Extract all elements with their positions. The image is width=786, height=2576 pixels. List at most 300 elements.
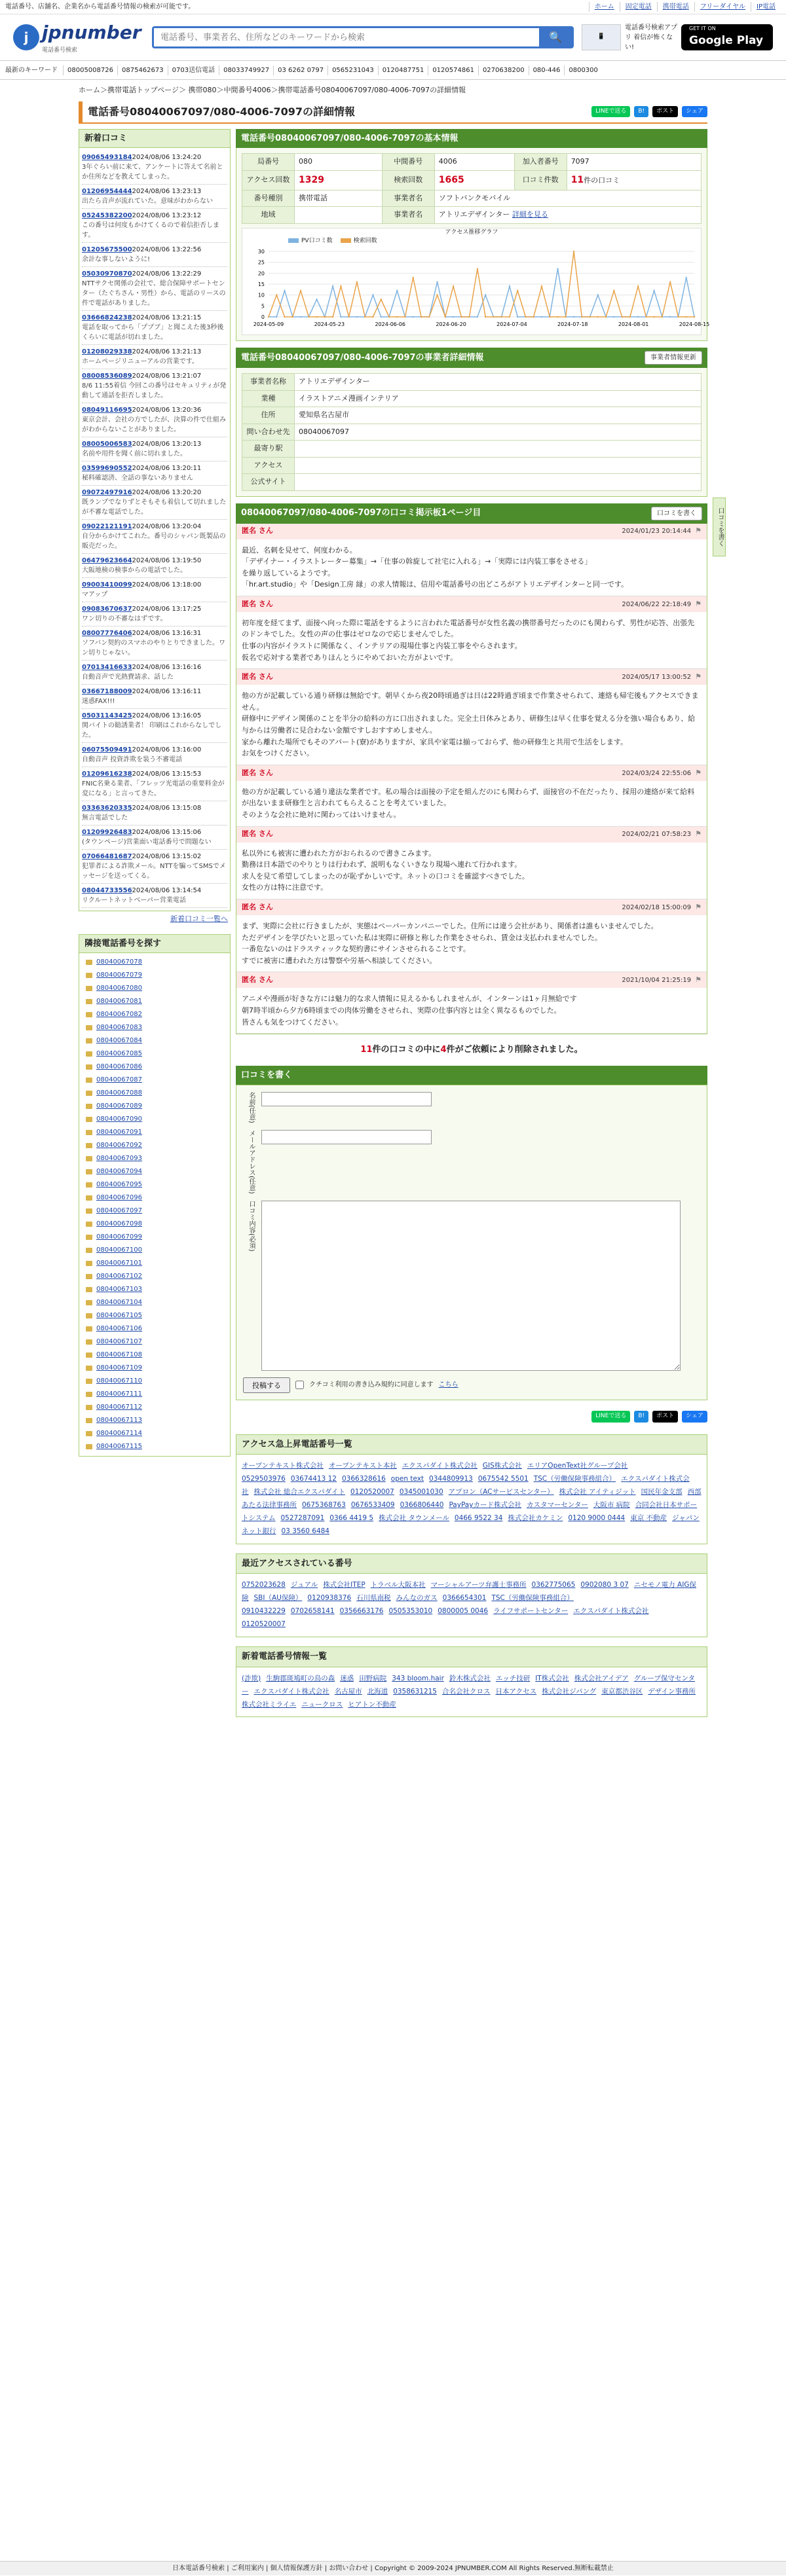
- side-comment-number[interactable]: 09083670637: [82, 606, 132, 613]
- related-number-link[interactable]: 08040067098: [84, 1218, 225, 1231]
- list-link[interactable]: 株式会社カケミン: [508, 1514, 563, 1522]
- list-link[interactable]: 0902080 3 07: [580, 1581, 629, 1589]
- site-tagline: 電話番号、店舗名、企業名から電話番号情報の検索が可能です。: [5, 3, 195, 10]
- email-input[interactable]: [261, 1130, 432, 1144]
- side-comment: [82, 403, 227, 437]
- related-number-link[interactable]: 08040067108: [84, 1349, 225, 1362]
- x-tick-label: 2024-07-04: [496, 321, 527, 327]
- list-link[interactable]: 東京都渋谷区: [601, 1687, 643, 1696]
- comment-meta: [622, 902, 702, 913]
- list-link[interactable]: 0358631215: [393, 1687, 437, 1696]
- side-comment-number[interactable]: 03667188009: [82, 688, 132, 695]
- list-link[interactable]: 0527287091: [280, 1514, 325, 1522]
- side-comment-number[interactable]: 08007776406: [82, 630, 132, 637]
- data-point: [404, 316, 405, 317]
- list-link[interactable]: ニセモノ電力 AIG保険: [242, 1581, 696, 1603]
- side-comment-number[interactable]: 01208029338: [82, 348, 132, 355]
- x-tick-label: 2024-05-23: [314, 321, 345, 327]
- side-comment-number[interactable]: 01209616238: [82, 771, 132, 778]
- related-number-link[interactable]: 08040067115: [84, 1440, 225, 1453]
- list-link[interactable]: SBI（AU保険）: [253, 1594, 303, 1603]
- side-comment-number[interactable]: 06479623664: [82, 557, 132, 564]
- list-link[interactable]: 株式会社 総合エクスパダイト: [253, 1488, 346, 1497]
- side-comment-number[interactable]: 07013416633: [82, 664, 132, 671]
- side-comment-date: 2024/08/06 13:20:13: [132, 441, 202, 448]
- chart-title: アクセス推移グラフ: [445, 228, 498, 236]
- keyword-link[interactable]: 0800300: [564, 65, 602, 75]
- comment-body: 他の方が記載している通り違法な業者です。私の場合は面接の予定を組んだのにも関わらず、面接官の不在だったり、採用の連絡が来て給料が出ないまま研修生と言われてもらえることを考えていました。 そのような会社に絶対に関わってはいけません。: [242, 787, 695, 819]
- list-link[interactable]: 0120938376: [307, 1594, 352, 1603]
- list-link[interactable]: 343 bloom.hair: [392, 1674, 444, 1682]
- side-comment: [82, 369, 227, 403]
- report-icon[interactable]: ⚑: [695, 526, 702, 535]
- data-point: [509, 285, 510, 287]
- data-point: [453, 285, 454, 287]
- x-tick-label: 2024-08-01: [618, 321, 649, 327]
- table-row: [242, 474, 702, 491]
- keyword-link[interactable]: 0565231043: [328, 65, 378, 75]
- nav-freedial[interactable]: フリーダイヤル: [694, 2, 751, 12]
- nav-ip[interactable]: IP電話: [751, 2, 781, 12]
- related-number-link[interactable]: 08040067091: [84, 1126, 225, 1139]
- list-link[interactable]: (詐欺): [242, 1674, 261, 1682]
- related-number-link[interactable]: 08040067094: [84, 1165, 225, 1178]
- write-comment-button[interactable]: 口コミを書く: [651, 507, 702, 520]
- list-link[interactable]: エリアOpenText社グループ会社: [527, 1462, 628, 1470]
- comment-header: [236, 765, 707, 781]
- related-number-link[interactable]: 08040067090: [84, 1113, 225, 1126]
- app-promo-text: 電話番号検索アプリ 着信が怖くない!: [625, 24, 677, 51]
- y-tick-label: 15: [257, 281, 265, 287]
- list-link[interactable]: エクスパダイト株式会社: [253, 1687, 329, 1696]
- related-number-link[interactable]: 08040067104: [84, 1296, 225, 1309]
- keyword-link[interactable]: 08005008726: [63, 65, 117, 75]
- side-comment-text: 出たら音声が流れていた。意味がわからない: [82, 198, 213, 205]
- y-tick-label: 5: [261, 302, 265, 309]
- list-link[interactable]: 名古屋市: [334, 1687, 362, 1696]
- side-comment-number[interactable]: 08008536089: [82, 372, 132, 380]
- list-link[interactable]: 0529503976: [242, 1475, 286, 1483]
- list-link[interactable]: ヒアトン不動産: [348, 1700, 396, 1709]
- comment-user: 匿名 さん: [242, 599, 273, 608]
- side-comment-number[interactable]: 06075509491: [82, 746, 132, 753]
- side-comment-number[interactable]: 09003410099: [82, 581, 132, 589]
- list-link[interactable]: open text: [390, 1475, 424, 1483]
- list-link[interactable]: 0675542 5501: [477, 1475, 529, 1483]
- related-number-link[interactable]: 08040067089: [84, 1100, 225, 1113]
- list-link[interactable]: 0702658141: [290, 1607, 335, 1616]
- list-link[interactable]: 0366806440: [400, 1501, 444, 1510]
- related-number-link[interactable]: 08040067103: [84, 1283, 225, 1296]
- keyword-bar: [0, 60, 786, 80]
- hatena-button[interactable]: B!: [634, 1411, 648, 1423]
- list-link[interactable]: 合名会社クロス: [442, 1687, 491, 1696]
- comment-user: 匿名 さん: [242, 975, 273, 985]
- comment-meta: [622, 526, 702, 537]
- list-link[interactable]: 日本アクセス: [495, 1687, 537, 1696]
- data-point: [340, 316, 341, 317]
- related-number-link[interactable]: 08040067099: [84, 1231, 225, 1244]
- list-link[interactable]: グループ保守センター: [242, 1674, 696, 1696]
- side-comment-number[interactable]: 03666824238: [82, 314, 132, 321]
- facebook-share-button[interactable]: シェア: [682, 1411, 707, 1423]
- related-number-link[interactable]: 08040067088: [84, 1087, 225, 1100]
- list-link[interactable]: GIS株式会社: [482, 1462, 522, 1470]
- list-link[interactable]: エクスパダイト株式会社: [402, 1462, 477, 1470]
- list-link[interactable]: 大阪市 病院: [593, 1501, 630, 1510]
- list-link[interactable]: 株式会社アイデア: [574, 1674, 629, 1682]
- data-point: [276, 294, 277, 295]
- search-bar: [152, 26, 574, 48]
- facebook-share-button[interactable]: シェア: [682, 106, 707, 118]
- report-icon[interactable]: ⚑: [695, 768, 702, 777]
- report-icon[interactable]: ⚑: [695, 672, 702, 681]
- side-comment-text: 名前や用件を聞く前に切れました。: [82, 450, 187, 458]
- related-number-link[interactable]: 08040067086: [84, 1061, 225, 1074]
- list-link[interactable]: ジャパンネット銀行: [242, 1514, 700, 1535]
- list-link[interactable]: 北海道: [367, 1687, 388, 1696]
- list-link[interactable]: デザイン事務所: [648, 1687, 696, 1696]
- comment-date: 2024/02/21 07:58:23: [622, 831, 692, 839]
- comment-item: [236, 524, 707, 596]
- data-point: [332, 316, 333, 317]
- data-point: [324, 316, 326, 317]
- keyword-link[interactable]: 0270638200: [478, 65, 529, 75]
- list-link[interactable]: 0800005 0046: [438, 1607, 489, 1616]
- floating-write-comment-tab[interactable]: 口コミを書く: [713, 498, 726, 556]
- side-comment-number[interactable]: 09065493184: [82, 154, 132, 161]
- comment-textarea[interactable]: [261, 1201, 681, 1371]
- cell-value: 080: [295, 154, 383, 171]
- deleted-mid: 件の口コミの中に: [372, 1045, 441, 1055]
- report-icon[interactable]: ⚑: [695, 902, 702, 911]
- side-comment-number[interactable]: 01206954444: [82, 188, 132, 195]
- nav-landline[interactable]: 固定電話: [620, 2, 657, 12]
- cell-value: [295, 457, 702, 474]
- logo-text: jpnumber: [42, 22, 141, 44]
- data-point: [485, 316, 486, 317]
- side-comment-number[interactable]: 03363620335: [82, 805, 132, 812]
- side-comment-date: 2024/08/06 13:14:54: [132, 887, 202, 894]
- access-count: 1329: [295, 170, 383, 190]
- data-point: [613, 316, 614, 317]
- list-link[interactable]: 0120 9000 0444: [568, 1514, 626, 1522]
- side-comment-number[interactable]: 09022121191: [82, 523, 132, 530]
- site-logo[interactable]: [13, 21, 144, 54]
- side-comment-date: 2024/08/06 13:22:29: [132, 270, 202, 278]
- list-link[interactable]: 東京 不動産: [630, 1514, 667, 1522]
- side-comment-number[interactable]: 08005006583: [82, 441, 132, 448]
- side-comment: [82, 801, 227, 825]
- list-link[interactable]: エクスパダイト株式会社: [242, 1475, 690, 1497]
- page-title: 電話番号08040067097/080-4006-7097の詳細情報: [88, 105, 356, 118]
- list-link[interactable]: みんなのガス: [396, 1594, 438, 1603]
- detail-table: [242, 373, 702, 491]
- list-link[interactable]: ライフサポートセンター: [493, 1607, 569, 1616]
- keyword-link[interactable]: 03 6262 0797: [273, 65, 328, 75]
- related-number-link[interactable]: 08040067100: [84, 1244, 225, 1257]
- list-link[interactable]: 迷惑: [340, 1674, 354, 1682]
- keyword-link[interactable]: 0875462673: [117, 65, 168, 75]
- list-link[interactable]: 0505353010: [388, 1607, 433, 1616]
- list-link[interactable]: 03674413 12: [290, 1475, 337, 1483]
- list-link[interactable]: 0366328616: [341, 1475, 386, 1483]
- related-number-link[interactable]: 08040067085: [84, 1047, 225, 1061]
- list-link[interactable]: 株式会社ジパング: [542, 1687, 597, 1696]
- detail-heading: [236, 348, 707, 368]
- list-link[interactable]: TSC（労働保険事務組合）: [491, 1594, 574, 1603]
- name-label: 名前(任意): [248, 1092, 255, 1123]
- related-number-link[interactable]: 08040067111: [84, 1388, 225, 1401]
- form-title: 口コミを書く: [241, 1070, 293, 1080]
- list-link[interactable]: オープンテキスト本社: [328, 1462, 397, 1470]
- list-link[interactable]: 石川県南税: [356, 1594, 391, 1603]
- related-number-link[interactable]: 08040067081: [84, 995, 225, 1008]
- list-link[interactable]: 株式会社 タウンメール: [379, 1514, 449, 1522]
- comment-body: 私以外にも被害に遭われた方がおられるので書きこみます。 勤務は日本語でのやりとりは行われず、説明もなくいきなり現場へ連れて行かれます。 求人を見て希望してしまったのが恥ずかしいです。ネットの口コミを確認すべきでした。 女性の方は特に注意です。: [242, 848, 529, 892]
- keyword-label: 最新のキーワード: [5, 66, 58, 74]
- more-comments-link[interactable]: [79, 911, 231, 928]
- keyword-link[interactable]: 08033749927: [219, 65, 273, 75]
- related-number-link[interactable]: 08040067087: [84, 1074, 225, 1087]
- nav-mobile[interactable]: 携帯電話: [657, 2, 694, 12]
- related-number-link[interactable]: 08040067114: [84, 1427, 225, 1440]
- breadcrumb[interactable]: ホーム＞携帯電話トップページ＞ 携帯080＞中間番号4006＞携帯電話番号08040067097/080-4006-7097の詳細情報: [79, 86, 466, 94]
- more-comments-label[interactable]: 新着口コミ一覧へ: [170, 915, 228, 923]
- data-point: [396, 316, 398, 317]
- list-link[interactable]: マーシャルアーツ弁護士事務所: [430, 1581, 527, 1589]
- data-point: [613, 289, 614, 291]
- new-comments-heading: 新着口コミ: [79, 129, 231, 149]
- list-link[interactable]: エッチ技研: [495, 1674, 531, 1682]
- cell-value: イラストアニメ漫画インテリア: [295, 390, 702, 407]
- related-number-link[interactable]: 08040067113: [84, 1414, 225, 1427]
- data-point: [292, 316, 293, 317]
- data-point: [268, 316, 269, 317]
- data-point: [509, 316, 510, 317]
- side-comment-text: (タウンページ)営業面い電話番号で問題ない: [82, 839, 212, 846]
- side-comment-number[interactable]: 01205675500: [82, 246, 132, 253]
- side-comment-text: 8/6 11:55着信 今回この番号はセキュリティが発動して通話を拒否しました。: [82, 382, 227, 399]
- data-point: [525, 316, 526, 317]
- share-row-2: [236, 1408, 707, 1425]
- related-number-link[interactable]: 08040067102: [84, 1270, 225, 1283]
- side-comment-number[interactable]: 05245382200: [82, 212, 132, 219]
- related-number-link[interactable]: 08040067109: [84, 1362, 225, 1375]
- list-link[interactable]: PayPayカード株式会社: [449, 1501, 521, 1510]
- search-button[interactable]: [539, 28, 572, 46]
- list-link[interactable]: アプロン（ACサービスセンター）: [448, 1488, 554, 1497]
- list-link[interactable]: ニュークロス: [301, 1700, 343, 1709]
- side-comment-date: 2024/08/06 13:20:20: [132, 489, 202, 496]
- data-point: [372, 316, 373, 317]
- list-link[interactable]: 株式会社ミライエ: [242, 1700, 297, 1709]
- related-number-link[interactable]: 08040067110: [84, 1375, 225, 1388]
- list-link[interactable]: 0752023628: [242, 1581, 286, 1589]
- data-point: [565, 316, 567, 317]
- list-link[interactable]: 生駒郡斑鳩町の鳥の森: [266, 1674, 335, 1682]
- logo-mark-icon: j: [13, 24, 39, 50]
- report-icon[interactable]: ⚑: [695, 975, 702, 985]
- related-number-link[interactable]: 08040067080: [84, 982, 225, 995]
- deleted-count: 4: [440, 1045, 447, 1055]
- submit-button[interactable]: 投稿する: [243, 1377, 290, 1393]
- list-link[interactable]: 鈴木株式会社: [449, 1674, 491, 1682]
- left-sidebar: [79, 129, 231, 1718]
- related-number-link[interactable]: 08040067095: [84, 1178, 225, 1191]
- related-number-link[interactable]: 08040067106: [84, 1322, 225, 1335]
- cell-label: 番号種別: [242, 190, 295, 207]
- side-comment-number[interactable]: 01209926483: [82, 829, 132, 836]
- update-info-button[interactable]: 事業者情報更新: [645, 351, 702, 365]
- side-comment: [82, 850, 227, 884]
- related-number-link[interactable]: 08040067084: [84, 1034, 225, 1047]
- x-post-button[interactable]: ポスト: [652, 1411, 678, 1423]
- side-comment: [82, 825, 227, 850]
- related-number-link[interactable]: 08040067107: [84, 1335, 225, 1349]
- comment-header: [236, 827, 707, 843]
- list-link[interactable]: 0120520007: [350, 1488, 394, 1497]
- list-link[interactable]: エクスパダイト株式会社: [573, 1607, 649, 1616]
- x-tick-label: 2024-07-18: [557, 321, 588, 327]
- list-link[interactable]: 0356663176: [339, 1607, 384, 1616]
- list-link[interactable]: 0345001030: [399, 1488, 443, 1497]
- logo-subtitle: 電話番号検索: [42, 47, 78, 54]
- top-nav: [589, 2, 781, 12]
- side-comment: [82, 578, 227, 602]
- hatena-button[interactable]: B!: [634, 106, 648, 118]
- data-point: [621, 316, 622, 317]
- search-icon: 🔍: [549, 32, 562, 43]
- comment-meta: [622, 829, 702, 840]
- cell-label: 加入者番号: [514, 154, 567, 171]
- list-link[interactable]: 0120520007: [242, 1620, 286, 1629]
- related-number-link[interactable]: 08040067078: [84, 956, 225, 969]
- table-row: [242, 190, 702, 207]
- keyword-link[interactable]: 080-446: [529, 65, 565, 75]
- related-number-link[interactable]: 08040067093: [84, 1152, 225, 1165]
- side-comment-text: この番号は何度もかけてくるので着信拒否します。: [82, 222, 219, 239]
- comment-item: [236, 765, 707, 827]
- data-point: [686, 276, 687, 278]
- list-link[interactable]: ジュアル: [290, 1581, 318, 1589]
- legend-swatch: [288, 238, 299, 243]
- comment-date: 2024/05/17 13:00:52: [622, 674, 692, 681]
- comment-item: [236, 899, 707, 972]
- search-input[interactable]: [154, 28, 539, 46]
- list-link[interactable]: 国民年金支部: [641, 1488, 683, 1497]
- list-link[interactable]: 0675368763: [302, 1501, 346, 1510]
- list-link[interactable]: 0366 4419 5: [329, 1514, 374, 1522]
- side-comment-number[interactable]: 08049116695: [82, 407, 132, 414]
- main-content: [236, 129, 710, 1718]
- report-icon[interactable]: ⚑: [695, 829, 702, 839]
- list-link[interactable]: 0344809913: [429, 1475, 473, 1483]
- cell-value: 7097: [567, 154, 701, 171]
- list-link[interactable]: 0910432229: [242, 1607, 286, 1616]
- related-number-link[interactable]: 08040067097: [84, 1205, 225, 1218]
- related-number-link[interactable]: 08040067083: [84, 1021, 225, 1034]
- list-link[interactable]: オープンテキスト株式会社: [242, 1462, 324, 1470]
- new-numbers-heading: 新着電話番号情報一覧: [236, 1646, 707, 1667]
- related-number-link[interactable]: 08040067096: [84, 1191, 225, 1205]
- list-link[interactable]: 株式会社ITEP: [323, 1581, 365, 1589]
- comment-meta: [622, 672, 702, 683]
- google-play-button[interactable]: [681, 24, 773, 50]
- side-comment: [82, 462, 227, 486]
- related-number-link[interactable]: 08040067092: [84, 1139, 225, 1152]
- table-row: [242, 441, 702, 458]
- list-link[interactable]: 合同会社日本サポートシステム: [242, 1501, 698, 1522]
- line-share-button[interactable]: LINEで送る: [591, 106, 630, 118]
- x-post-button[interactable]: ポスト: [652, 106, 678, 118]
- side-comment-number[interactable]: 09072497916: [82, 489, 132, 496]
- table-row: [242, 154, 702, 171]
- related-number-link[interactable]: 08040067079: [84, 969, 225, 982]
- data-point: [332, 285, 333, 287]
- keyword-link[interactable]: 0120487751: [378, 65, 428, 75]
- list-link[interactable]: 株式会社 アイティジット: [559, 1488, 636, 1497]
- list-link[interactable]: 0466 9522 34: [454, 1514, 503, 1522]
- related-number-link[interactable]: 08040067112: [84, 1401, 225, 1414]
- agree-checkbox[interactable]: [295, 1381, 304, 1389]
- related-number-link[interactable]: 08040067105: [84, 1309, 225, 1322]
- side-comment-number[interactable]: 03599690552: [82, 465, 132, 472]
- keyword-link[interactable]: 0120574861: [428, 65, 478, 75]
- list-link[interactable]: 0366654301: [442, 1594, 487, 1603]
- list-link[interactable]: 03 3560 6484: [281, 1527, 329, 1535]
- list-link[interactable]: 西部あたる法律事務所: [242, 1488, 702, 1510]
- data-point: [653, 289, 654, 291]
- rules-link[interactable]: こちら: [438, 1381, 458, 1389]
- basic-info-box: [236, 148, 710, 341]
- list-link[interactable]: トラベル大阪本社: [370, 1581, 426, 1589]
- x-tick-label: 2024-06-20: [436, 321, 466, 327]
- data-point: [653, 316, 654, 317]
- body-label: 口コミ内容(必須): [248, 1200, 255, 1252]
- nav-home[interactable]: ホーム: [589, 2, 620, 12]
- list-link[interactable]: TSC（労働保険事務組合）: [533, 1475, 616, 1483]
- y-tick-label: 10: [257, 292, 265, 299]
- table-row: [242, 207, 702, 224]
- side-comment: [82, 767, 227, 801]
- list-link[interactable]: 田野病院: [359, 1674, 387, 1682]
- related-number-link[interactable]: 08040067082: [84, 1008, 225, 1021]
- list-link[interactable]: カスタマーセンター: [526, 1501, 588, 1510]
- side-comment-date: 2024/08/06 13:24:20: [132, 154, 202, 161]
- form-row: [243, 1092, 700, 1123]
- name-input[interactable]: [261, 1092, 432, 1106]
- keyword-link[interactable]: 0703送信電話: [168, 65, 219, 75]
- app-promo[interactable]: [582, 23, 773, 52]
- report-icon[interactable]: ⚑: [695, 599, 702, 608]
- side-comment-number[interactable]: 08044733556: [82, 887, 132, 894]
- cell-value: ソフトバンクモバイル: [434, 190, 701, 207]
- side-comment-number[interactable]: 05031143425: [82, 712, 132, 719]
- list-link[interactable]: 0676533409: [350, 1501, 395, 1510]
- data-point: [477, 316, 478, 317]
- line-share-button[interactable]: LINEで送る: [591, 1411, 630, 1423]
- side-comment-number[interactable]: 05030970870: [82, 270, 132, 278]
- side-comment-number[interactable]: 07066481687: [82, 853, 132, 860]
- detail-link[interactable]: 詳細を見る: [512, 210, 548, 219]
- related-numbers-heading: 隣接電話番号を探す: [79, 934, 231, 954]
- related-number-link[interactable]: 08040067101: [84, 1257, 225, 1270]
- list-link[interactable]: IT株式会社: [535, 1674, 569, 1682]
- list-link[interactable]: 0362775065: [531, 1581, 576, 1589]
- side-comment-date: 2024/08/06 13:23:12: [132, 212, 202, 219]
- side-comment: [82, 743, 227, 767]
